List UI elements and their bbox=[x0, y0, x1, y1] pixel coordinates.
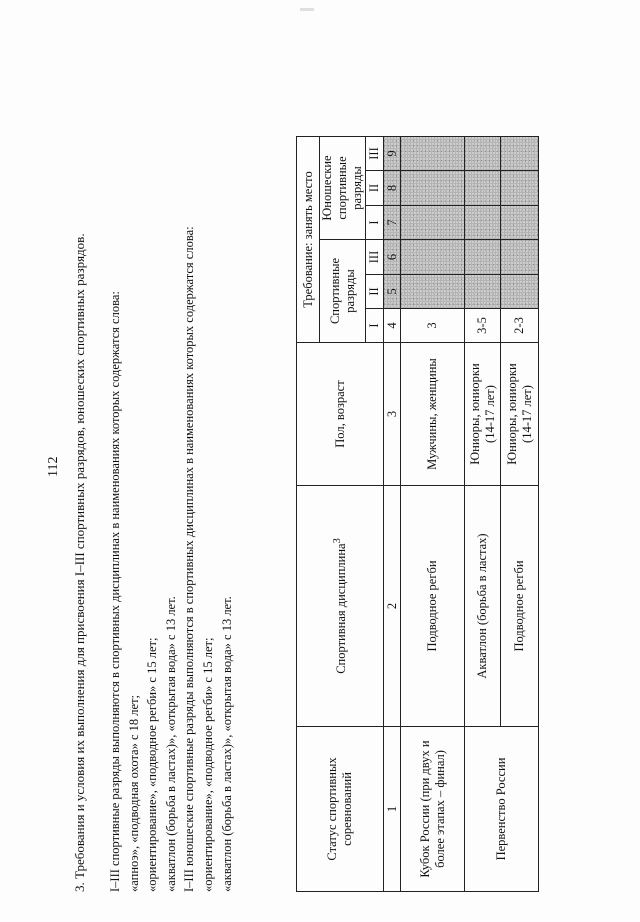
shaded-cell bbox=[465, 206, 501, 240]
rank-col: I bbox=[366, 309, 384, 343]
text-line: «ориентирование», «подводное регби» с 15 лет; bbox=[200, 637, 215, 892]
col-number: 4 bbox=[384, 309, 401, 343]
text-line: «акватлон (борьба в ластах)», «открытая вода» с 13 лет. bbox=[163, 596, 178, 892]
row-sex-age: Юниоры, юниорки (14-17 лет) bbox=[465, 343, 501, 486]
row-status: Первенство России bbox=[465, 727, 539, 892]
col-number: 9 bbox=[384, 137, 401, 171]
shaded-cell bbox=[401, 240, 465, 275]
shaded-cell bbox=[501, 206, 539, 240]
text-line: «акватлон (борьба в ластах)», «открытая вода» с 13 лет. bbox=[219, 596, 234, 892]
header-requirement: Требование: занять место bbox=[297, 137, 320, 343]
header-youth-ranks: Юношеские спортивные разряды bbox=[320, 137, 366, 240]
rank-col: III bbox=[366, 240, 384, 275]
shaded-cell bbox=[465, 137, 501, 171]
row-discipline: Акватлон (борьба в ластах) bbox=[465, 486, 501, 727]
row-value: 2-3 bbox=[501, 309, 539, 343]
table-row bbox=[401, 137, 465, 892]
header-discipline: Спортивная дисциплина$^3$ bbox=[297, 486, 384, 727]
body-text bbox=[106, 226, 236, 892]
row-value: 3 bbox=[401, 309, 465, 343]
rank-col: I bbox=[366, 206, 384, 240]
header-status: Статус спортивных соревнований bbox=[297, 727, 384, 892]
row-value: 3-5 bbox=[465, 309, 501, 343]
shaded-cell bbox=[401, 137, 465, 171]
page-number: 112 bbox=[46, 456, 61, 477]
text-line: «апноэ», «подводная охота» с 18 лет; bbox=[126, 694, 141, 892]
row-status: Кубок России (при двух и более этапах – финал) bbox=[401, 727, 465, 892]
row-discipline: Подводное регби bbox=[401, 486, 465, 727]
rank-col: III bbox=[366, 137, 384, 171]
col-number: 1 bbox=[384, 727, 401, 892]
table-row bbox=[465, 137, 501, 892]
col-number: 6 bbox=[384, 240, 401, 275]
row-sex-age: Юниоры, юниорки (14-17 лет) bbox=[501, 343, 539, 486]
rank-col: II bbox=[366, 171, 384, 206]
shaded-cell bbox=[501, 240, 539, 275]
col-number: 8 bbox=[384, 171, 401, 206]
shaded-cell bbox=[501, 171, 539, 206]
col-number: 3 bbox=[384, 343, 401, 486]
col-number: 5 bbox=[384, 275, 401, 309]
shaded-cell bbox=[465, 171, 501, 206]
row-discipline: Подводное регби bbox=[501, 486, 539, 727]
text-line: «ориентирование», «подводное регби» с 15 лет; bbox=[145, 637, 160, 892]
row-sex-age: Мужчины, женщины bbox=[401, 343, 465, 486]
requirements-table bbox=[296, 136, 539, 892]
rank-col: II bbox=[366, 275, 384, 309]
shaded-cell bbox=[501, 275, 539, 309]
text-line: I–III спортивные разряды выполняются в спортивных дисциплинах в наименованиях которых содержатся слова: bbox=[108, 291, 122, 892]
shaded-cell bbox=[465, 275, 501, 309]
shaded-cell bbox=[465, 240, 501, 275]
text-line: I–III юношеские спортивные разряды выполняются в спортивных дисциплинах в наименованиях которых содержатся слова: bbox=[182, 226, 197, 892]
header-sport-ranks: Спортивные разряды bbox=[320, 240, 366, 343]
shaded-cell bbox=[401, 275, 465, 309]
col-number: 7 bbox=[384, 206, 401, 240]
header-sex-age: Пол, возраст bbox=[297, 343, 384, 486]
shaded-cell bbox=[401, 206, 465, 240]
col-number: 2 bbox=[384, 486, 401, 727]
section-heading: 3. Требования и условия их выполнения для присвоения I–III спортивных разрядов, юношеских спортивных разрядов. bbox=[72, 233, 87, 892]
shaded-cell bbox=[501, 137, 539, 171]
shaded-cell bbox=[401, 171, 465, 206]
column-numbers-row bbox=[384, 137, 401, 892]
